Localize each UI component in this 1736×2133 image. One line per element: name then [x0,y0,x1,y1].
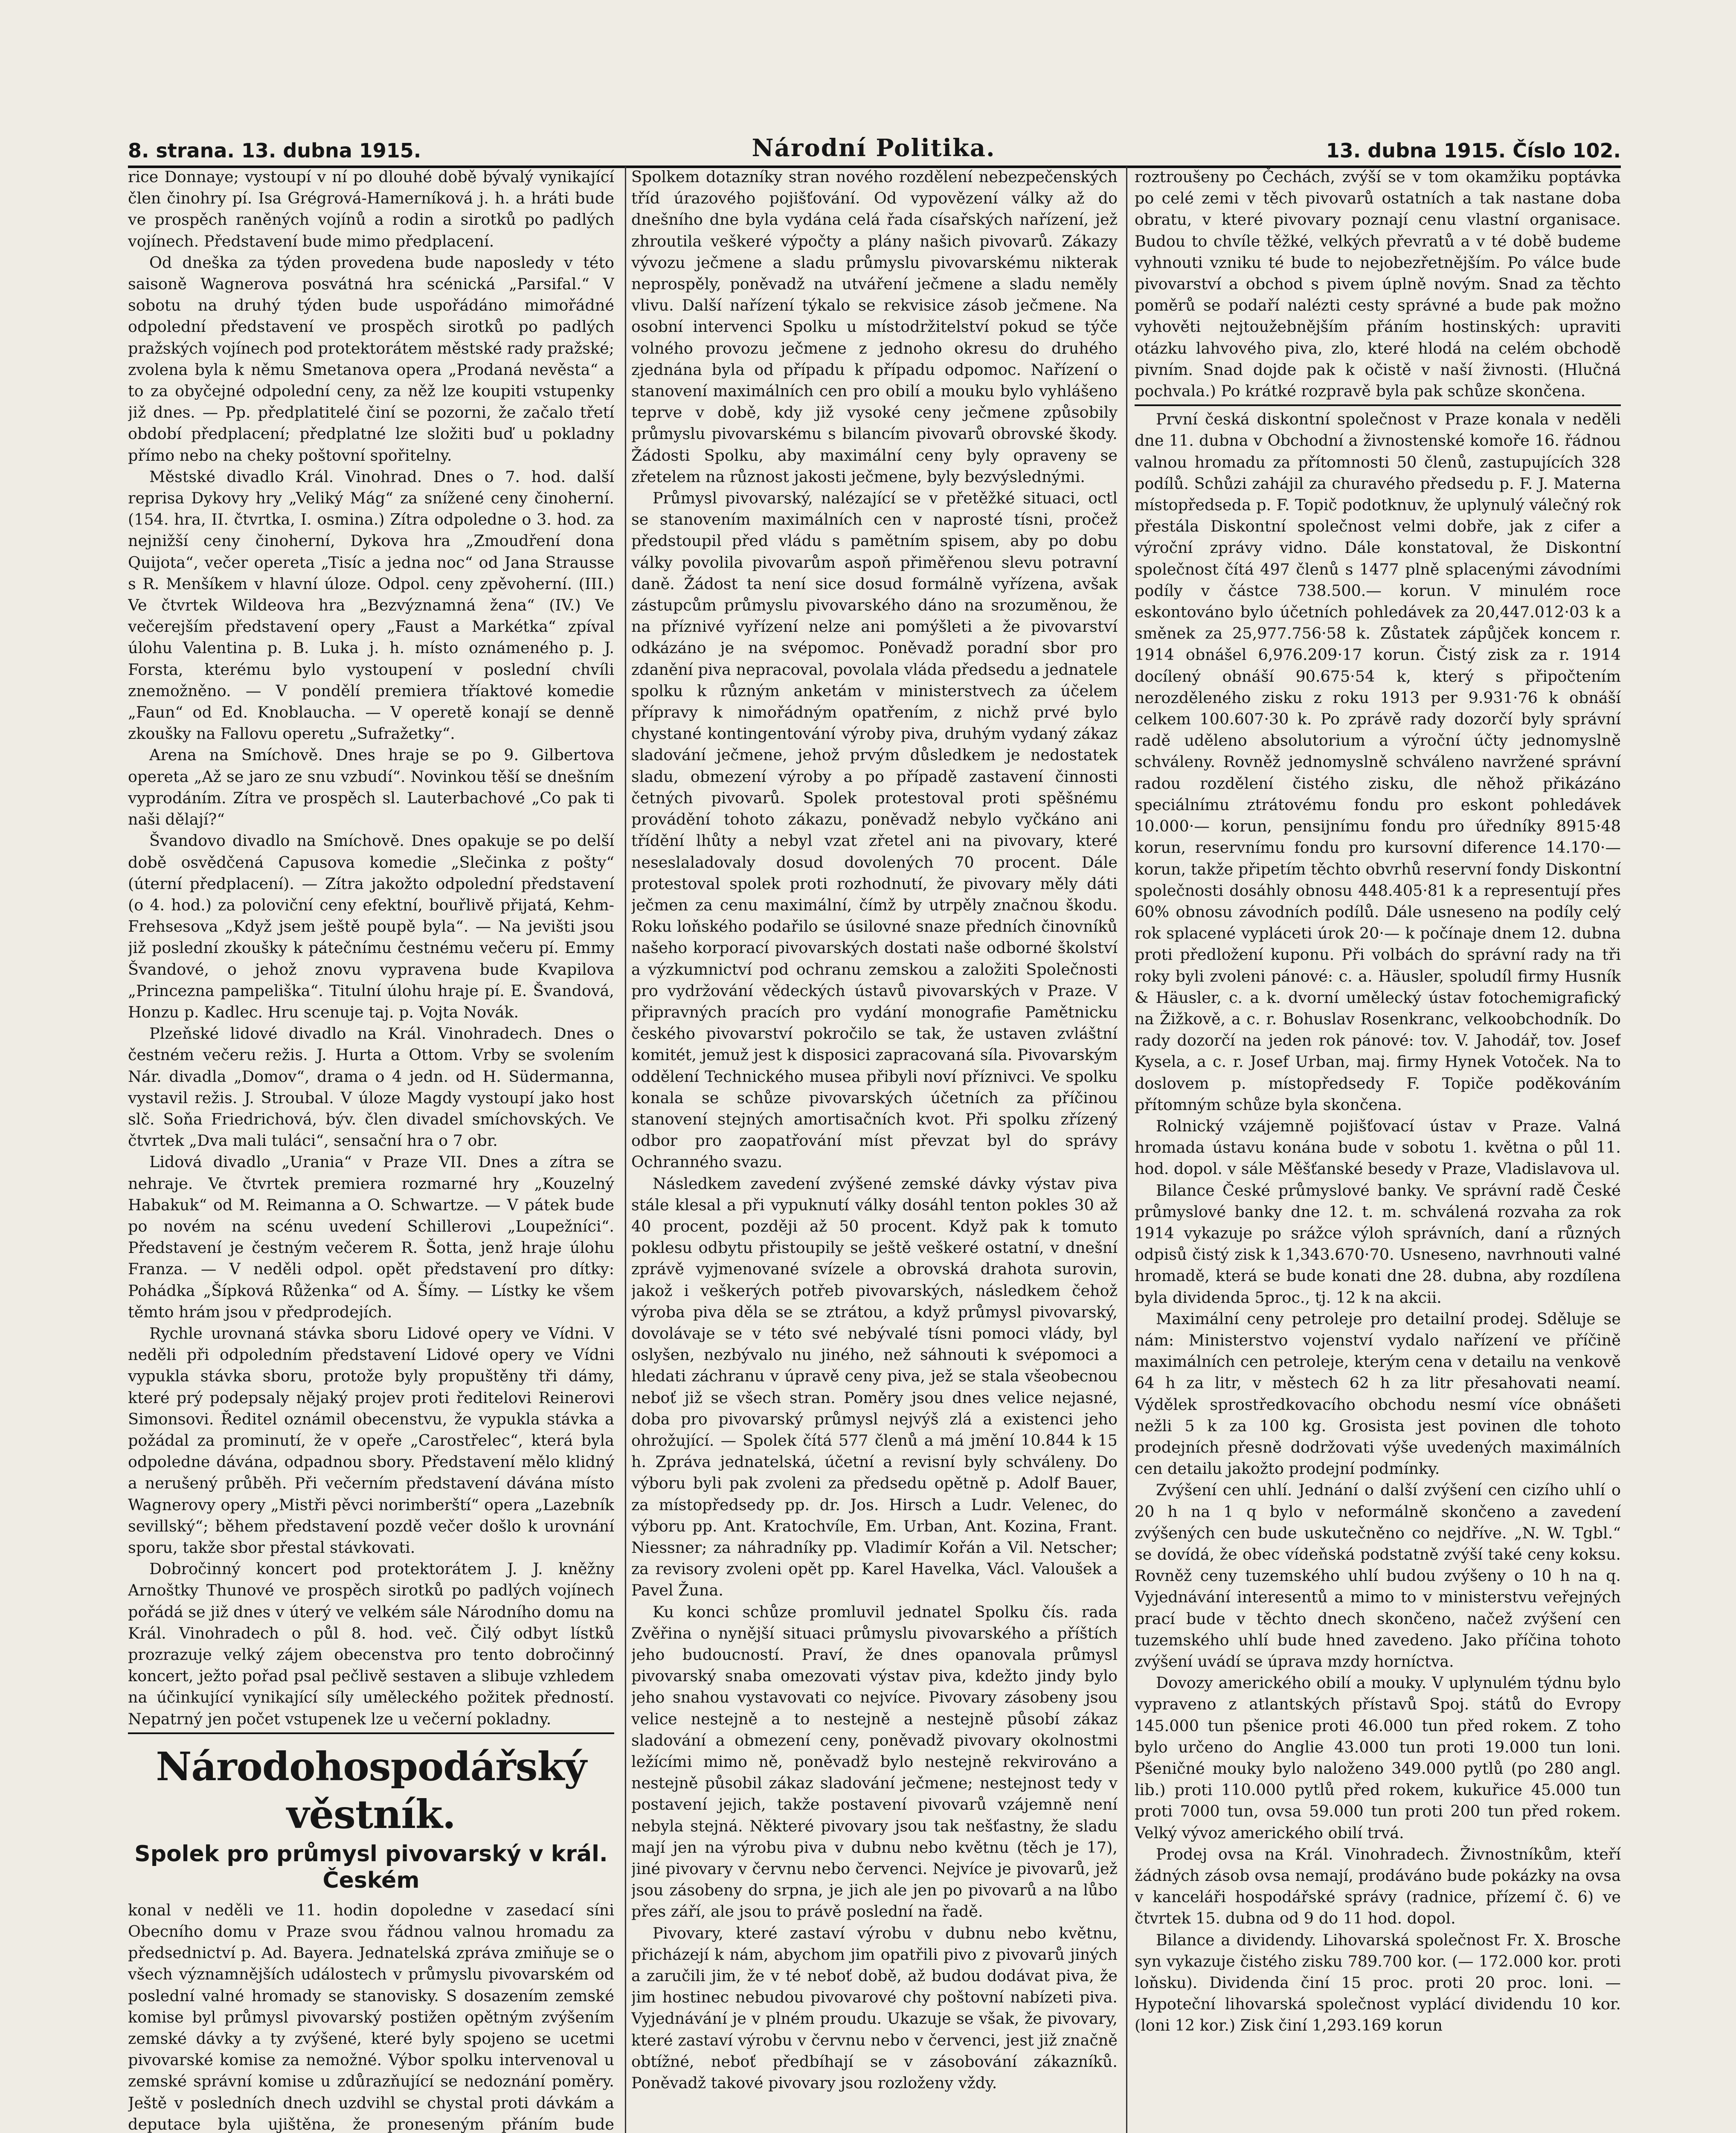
paragraph: Maximální ceny petroleje pro detailní prodej. Sděluje se nám: Ministerstvo vojenství vydalo nařízení ve příčině maximálních cen petroleje, kterým cena v detailu na venkově 64 h za litr, v městech 62 h za litr přesahovati neamí. Výdělek sprostředkovacího obchodu nesmí více obnášeti nežli 5 k za 100 kg. Grosista jest povinen dle tohoto prodejních přesně dodržovati výše uvedených maximálních cen detailu jakožto prodejní podmínky. [1135,1309,1621,1478]
section-divider [128,1732,614,1734]
paragraph: Dobročinný koncert pod protektorátem J. J. kněžny Arnoštky Thunové ve prospěch sirotků po padlých vojínech pořádá se již dnes v úterý ve velkém sále Národního domu na Král. Vinohradech o půl 8. hod. več. Čilý odbyt lístků prozrazuje velký zájem obecenstva pro tento dobročinný koncert, ježto pořad psal pečlivě sestaven a slibuje vzhledem na účinkující vynikající síly uměleckého požitek předností. Nepatrný jen počet vstupenek lze u večerní pokladny. [128,1560,614,1728]
paragraph: Následkem zavedení zvýšené zemské dávky výstav piva stále klesal a při vypuknutí války dosáhl tenton pokles 30 až 40 procent, později až 50 procent. Když pak k tomuto poklesu odbytu přistoupily se ještě veškeré ostatní, v dnešní zprávě vyjmenované svízele a obrovská drahota surovin, jakož i veškerých potřeb pivovarských, následkem čehož výroba piva děla se se ztrátou, a když průmysl pivovarský, dovolávaje se v této své nebývalé tísni pomoci vlády, byl oslyšen, nezbývalo nu jiného, než sáhnouti k svépomoci a hledati záchranu v úpravě ceny piva, jež se stala všeobecnou neboť již se všech stran. Poměry jsou dnes velice nejasné, doba pro pivovarský průmysl nejvýš zlá a existenci jeho ohrožující. — Spolek čítá 577 členů a má jmění 10.844 k 15 h. Zpráva jednatelská, účetní a revisní byly schváleny. Do výboru byli pak zvoleni za předsedu opětně p. Adolf Bauer, za místopředsedy pp. dr. Jos. Hirsch a Ludr. Velenec, do výboru pp. Ant. Kratochvíle, Em. Urban, Ant. Kozina, Frant. Niessner; za náhradníky pp. Vladimír Kořán a Vil. Netscher; za revisory zvoleni opět pp. Karel Havelka, Václ. Valoušek a Pavel Žuna. [631,1174,1118,1600]
paragraph: Arena na Smíchově. Dnes hraje se po 9. Gilbertova opereta „Až se jaro ze snu vzbudí“. Novinkou těší se dnešním vyprodáním. Zítra ve prospěch sl. Lauterbachové „Co pak ti naši dělají?“ [128,746,614,829]
paragraph: Rolnický vzájemně pojišťovací ústav v Praze. Valná hromada ústavu konána bude v sobotu 1. května o půl 11. hod. dopol. v sále Měšťanské besedy v Praze, Vladislavova ul. [1135,1116,1621,1178]
section-title: Národohospodářský věstník. [156,1743,586,1837]
paragraph: Od dneška za týden provedena bude naposledy v této saisoně Wagnerova posvátná hra scénická „Parsifal.“ V sobotu na druhý týden bude uspořádáno mimořádné odpolední představení ve prospěch sirotků po padlých pražských vojínech pod protektorátem městské rady pražské; zvolena byla k němu Smetanova opera „Prodaná nevěsta“ a to za obyčejné odpolední ceny, za něž lze koupiti vstupenky již dnes. — Pp. předplatitelé činí se pozorni, že začalo třetí období předplacení; předplatné lze složiti buď u pokladny přímo nebo na cheky poštovní spořitelny. [128,253,614,465]
paragraph: První česká diskontní společnost v Praze konala v neděli dne 11. dubna v Obchodní a živnostenské komoře 16. řádnou valnou hromadu za přítomnosti 50 členů, zastupujících 328 podílů. Schůzi zahájil za churavého předsedu p. F. J. Materna místopředseda p. F. Topič podotknuv, že uplynulý válečný rok přestála Diskontní společnost velmi dobře, jak z cifer a výroční zprávy vidno. Dále konstatoval, že Diskontní společnost čítá 497 členů s 1477 plně splacenými závodními podíly v částce 738.500.— korun. V minulém roce eskontováno bylo účetních pohledávek za 20,447.012·03 k a směnek za 25,977.756·58 k. Zůstatek zápůjček koncem r. 1914 obnášel 6,976.209·17 korun. Čistý zisk za r. 1914 docílený obnáší 90.675·54 k, který s připočtením nerozděleného zisku z roku 1913 per 9.931·76 k obnáší celkem 100.607·30 k. Po zprávě rady dozorčí byly správní radě uděleno absolutorium a výroční účty jednomyslně schváleny. Rovněž jednomyslně schváleno navržené správní radou rozdělení čistého zisku, dle něhož přikázáno speciálnímu ztrátovému fondu pro eskont pohledávek 10.000·— korun, pensijnímu fondu pro úředníky 8915·48 korun, reservnímu fondu pro kursovní diference 14.170·— korun, takže připetím těchto obvrhů reservní fondy Diskontní společnosti dosáhly obnosu 448.405·81 k a representují přes 60% obnosu závodních podílů. Dále usneseno na podíly celý rok splacené vypláceti úrok 20·— k počínaje dnem 12. dubna proti předložení kuponu. Při volbách do správní rady na tři roky byli zvoleni pánové: c. a. Häusler, spoludíl firmy Husník & Häusler, c. a k. dvorní umělecký ústav fotochemigrafický na Žižkově, a c. r. Bohuslav Rosenkranc, velkoobchodník. Do rady dozorčí na jeden rok pánové: tov. V. Jahodář, tov. Josef Kysela, a c. r. Josef Urban, maj. firmy Hynek Votoček. Na to doslovem p. místopředsedy F. Topiče poděkováním přítomným schůze byla skončena. [1135,410,1621,1114]
column-2 [631,166,1118,2133]
paragraph: Dovozy amerického obilí a mouky. V uplynulém týdnu bylo vypraveno z atlantských přístavů Spoj. států do Evropy 145.000 tun pšenice proti 46.000 tun před rokem. Z toho bylo určeno do Anglie 43.000 tun proti 19.000 tun loni. Pšeničné mouky bylo naloženo 349.000 pytlů (po 280 angl. lib.) proti 110.000 pytlů před rokem, kukuřice 45.000 tun proti 7000 tun, ovsa 59.000 tun proti 200 tun před rokem. Velký vývoz amerického obilí trvá. [1135,1674,1621,1842]
paragraph: Pivovary, které zastaví výrobu v dubnu nebo květnu, přicházejí k nám, abychom jim opatřili pivo z pivovarů jiných a zaručili jim, že v té neboť době, až budou dodávat piva, že jim hostinec nebudou pivovarové chy poštovní nabízeti piva. Vyjednávání je v plném proudu. Ukazuje se však, že pivovary, které zastaví výrobu v červnu nebo v červenci, jest již značně obtížné, neboť předbíhají se v zásobování zákazníků. Poněvadž takové pivovary jsou rozloženy vždy. [631,1924,1118,2092]
paragraph: Bilance České průmyslové banky. Ve správní radě České průmyslové banky dne 12. t. m. schválená rozvaha za rok 1914 vykazuje po srážce výloh správních, daní a různých odpisů čistý zisk k 1,343.670·70. Usneseno, navrhnouti valné hromadě, která se bude konati dne 28. dubna, aby rozdílena byla dividenda 5proc., tj. 12 k na akcii. [1135,1181,1621,1307]
header-issue-right: 13. dubna 1915. Číslo 102. [1326,139,1621,162]
paragraph: Švandovo divadlo na Smíchově. Dnes opakuje se po delší době osvědčená Capusova komedie „Slečinka z pošty“ (úterní předplacení). — Zítra jakožto odpolední představení (o 4. hod.) za poloviční ceny efektní, bouřlivě přijatá, Kehm-Frehsesova „Když jsem ještě poupě byla“. — Na jevišti jsou již poslední zkoušky k pátečnímu čestnému večeru pí. Emmy Švandové, o jehož znovu vypravena bude Kvapilova „Princezna pampeliška“. Titulní úlohu hraje pí. E. Švandová, Honzu p. Kadlec. Hru scenuje taj. p. Vojta Novák. [128,831,614,1021]
paragraph: Zvýšení cen uhlí. Jednání o další zvýšení cen cizího uhlí o 20 h na 1 q bylo v neformálně skončeno a zavedení zvýšených cen bude uskutečněno co nejdříve. „N. W. Tgbl.“ se dovídá, že obec vídeňská podstatně zvýší také ceny koksu. Rovněž ceny tuzemského uhlí budou zvýšeny o 10 h na q. Vyjednávání interesentů a mimo to v ministerstvu veřejných prací bude v těchto dnech skončeno, načež zvýšení cen tuzemského uhlí bude hned zavedeno. Jako příčina tohoto zvýšení uvádí se úprava mzdy horníctva. [1135,1481,1621,1671]
section-divider [1135,404,1621,406]
page-header [128,128,1621,162]
paragraph: Ku konci schůze promluvil jednatel Spolku čís. rada Zvěřina o nynější situaci průmyslu pivovarského a příštích jeho budoucností. Praví, že dnes opanovala průmysl pivovarský snaba omezovati výstav piva, kdežto jindy bylo jeho snahou vystavovati co nejvíce. Pivovary zásobeny jsou velice nestejně a to nestejně a nestejně působí zákaz sladování a obmezení ceny, poněvadž pivovary okolnostmi ležícími mimo ně, poněvadž bylo nestejně rekvirováno a nestejně působil zákaz sladování ječmene; nestejnost tedy v postavení jejich, takže postavení pivovarů vzájemně není nebyla stejná. Některé pivovary jsou tak nešťastny, že sladu mají jen na výrobu piva v dubnu nebo květnu (těch je 17), jiné pivovary v červnu nebo červenci. Nejvíce je pivovarů, jež jsou zásobeny do srpna, je jich ale jen po pivovarů a na lůbo přes září, ale jsou to právě poslední na řadě. [631,1602,1118,1921]
column-3 [1135,166,1621,2133]
column-rule [1126,166,1127,2133]
article-title: Spolek pro průmysl pivovarský v král. Českém [134,1841,608,1893]
paragraph: konal v neděli ve 11. hodin dopoledne v zasedací síni Obecního domu v Praze svou řádnou valnou hromadu za předsednictví p. Ad. Bayera. Jednatelská zpráva zmiňuje se o všech významnějších událostech v průmyslu pivovarském od poslední valné hromady se stanovisky. S dosazením zemské komise byl průmysl pivovarský postižen opětným zvýšením zemské dávky a ty zvýšené, které byly spojeno se ucetmi pivovarské komise za nemožné. Výbor spolku intervenoval u zemské správní komise u zdůrazňující se nedoznání poměry. Ještě v posledních dnech uzdvihl se chystal proti dávkám a deputace byla ujištěna, že proneseným přáním bude [128,1901,614,2133]
header-date-left: 8. strana. 13. dubna 1915. [128,139,421,162]
paragraph: Rychle urovnaná stávka sboru Lidové opery ve Vídni. V neděli při odpoledním představení Lidové opery ve Vídni vypukla stávka sboru, protože byly propuštěny tři dámy, které prý podepsaly nějaký projev proti ředitelovi Reinerovi Simonsovi. Ředitel oznámil obecenstvu, že vypukla stávka a požádal za prominutí, že v opeře „Carostřelec“, která byla odpoledne dávána, odpadnou sbory. Představení mělo klidný a nerušený průběh. Při večerním představení dávána místo Wagnerovy opery „Mistři pěvci norimberští“ opera „Lazebník sevillský“; během představení pozdě večer došlo k urovnání sporu, takže sbor přestal stávkovati. [128,1324,614,1557]
paragraph: Městské divadlo Král. Vinohrad. Dnes o 7. hod. další reprisa Dykovy hry „Veliký Mág“ za snížené ceny činoherní. (154. hra, II. čtvrtka, I. osmina.) Zítra odpoledne o 3. hod. za nejnižší ceny činoherní, Dykova hra „Zmoudření dona Quijota“, večer opereta „Tisíc a jedna noc“ od Jana Strausse s R. Menšíkem v hlavní úloze. Odpol. ceny zpěvoherní. (III.) Ve čtvrtek Wildeova hra „Bezvýznamná žena“ (IV.) Ve večerejším představení opery „Faust a Markétka“ zpíval úlohu Valentina p. B. Luka j. h. místo oznámeného p. J. Forsta, kterému bylo vystoupení v poslední chvíli znemožněno. — V pondělí premiera tříaktové komedie „Faun“ od Ed. Knoblaucha. — V operetě konají se denně zkoušky na Fallovu operetu „Sufražetky“. [128,467,614,743]
column-rule [625,166,626,2133]
paragraph: Spolkem dotazníky stran nového rozdělení nebezpečenských tříd úrazového pojišťování. Od vypovězení války až do dnešního dne byla vydána celá řada císařských nařízení, jež zhroutila veškeré výpočty a plány našich pivovarů. Zákazy vývozu ječmene a sladu průmyslu pivovarskému nikterak neprospěly, poněvadž na utváření ječmene a sladu neměly vlivu. Další nařízení týkalo se rekvisice zásob ječmene. Na osobní intervenci Spolku u místodržitelství pokud se týče volného provozu ječmene z jednoho okresu do druhého zjednána byla od případu k případu odpomoc. Nařízení o stanovení maximálních cen pro obilí a mouku bylo vyhlášeno teprve v době, kdy již vysoké ceny ječmene způsobily průmyslu pivovarskému s bilancím pivovarů obrovské škody. Žádosti Spolku, aby maximální ceny byly opraveny se zřetelem na různost jakosti ječmene, byly bezvýslednými. [631,168,1118,486]
paragraph: Průmysl pivovarský, nalézající se v přetěžké situaci, octl se stanovením maximálních cen v naprosté tísni, pročež předstoupil před vládu s pamětním spisem, aby po dobu války povolila pivovarům aspoň přiměřenou slevu potravní daně. Žádost ta není sice dosud formálně vyřízena, avšak zástupcům průmyslu pivovarského dáno na srozuměnou, že na příznivé vyřízení nelze ani pomýšleti a že pivovarství odkázáno je na svépomoc. Poněvadž poradní sbor pro zdanění piva nepracoval, povolala vláda předsedu a jednatele spolku k různým anketám v ministerstvech za účelem přípravy k nimořádným opatřením, z nichž prvé bylo chystané kontingentování výroby piva, druhým vydaný zákaz sladování ječmene, jehož prvým důsledkem je nedostatek sladu, obmezení výroby a po případě zastavení činnosti četných pivovarů. Spolek protestoval proti spěšnému provádění tohoto zákazu, poněvadž nebylo vyčkáno ani třídění lhůty a nebyl vzat zřetel ani na pivovary, které neseslaladovaly dosud dovolených 70 procent. Dále protestoval spolek proti rozhodnutí, že pivovary měly dáti ječmen za cenu maximální, čímž by utrpěly značnou škodu. Roku loňského podařilo se úsilovné snaze předních činovníků našeho korporací pivovarských dostati naše odborné školství a výzkumnictví pod ochranu zemskou a založiti Společnosti pro vydržování vědeckých ústavů pivovarských v Praze. V připravných pracích pro vydání monografie Pamětnicku českého pivovarství pokročilo se tak, že ustaven zvláštní komitét, jemuž jest k disposici zapracovaná síla. Pivovarským oddělení Technického musea přibyli noví příznivci. Ve spolku konala se schůze pivovarských účetních za příčinou stanovení stejných amortisačních kvot. Při spolku zřízený odbor pro zaopatřování míst převzat byl do správy Ochranného svazu. [631,489,1118,1171]
paragraph: Bilance a dividendy. Lihovarská společnost Fr. X. Brosche syn vykazuje čistého zisku 789.700 kor. (— 172.000 kor. proti loňsku). Dividenda činí 15 proc. proti 20 proc. loni. — Hypoteční lihovarská společnost vyplácí dividendu 10 kor. (loni 12 kor.) Zisk činí 1,293.169 korun [1135,1930,1621,2035]
paragraph: Prodej ovsa na Král. Vinohradech. Živnostníkům, kteří žádných zásob ovsa nemají, prodáváno bude pokázky na ovsa v kanceláři hospodářské správy (radnice, přízemí č. 6) ve čtvrtek 15. dubna od 9 do 11 hod. dopol. [1135,1845,1621,1928]
paragraph: roztroušeny po Čechách, zvýší se v tom okamžiku poptávka po celé zemi v těch pivovarů ostatních a tak nastane doba obratu, v které pivovary poznají cenu vlastní organisace. Budou to chvíle těžké, velkých převratů a v té době budeme vyhnouti vzniku té bude to nejobezřetnějším. Po válce bude pivovarství a obchod s pivem úplně novým. Snad za těchto poměrů se podaří nalézti cesty správné a bude pak možno vyhověti nejtoužebnějším přáním hostinských: upraviti otázku lahvového piva, zlo, které hlodá na celém obchodě pivním. Snad dojde pak k očistě v naší živnosti. (Hlučná pochvala.) Po krátké rozpravě byla pak schůze skončena. [1135,168,1621,401]
paragraph: Plzeňské lidové divadlo na Král. Vinohradech. Dnes o čestném večeru režis. J. Hurta a Ottom. Vrby se svolením Nár. divadla „Domov“, drama o 4 jedn. od H. Südermanna, vystavil režis. J. Stroubal. V úloze Magdy vystoupí jako host slč. Soňa Friedrichová, býv. člen divadel smíchovských. Ve čtvrtek „Dva mali tuláci“, sensační hra o 7 obr. [128,1024,614,1150]
column-1 [128,166,614,2133]
paragraph: rice Donnaye; vystoupí v ní po dlouhé době bývalý vynikající člen činohry pí. Isa Grégrová-Hamerníková j. h. a hráti bude ve prospěch raněných vojínů a rodin a sirotků po padlých vojínech. Představení bude mimo předplacení. [128,168,614,250]
paragraph: Lidová divadlo „Urania“ v Praze VII. Dnes a zítra se nehraje. Ve čtvrtek premiera rozmarné hry „Kouzelný Habakuk“ od M. Reimanna a O. Schwartze. — V pátek bude po novém na scénu uvedení Schillerovi „Loupežníci“. Představení je čestným večerem R. Šotta, jenž hraje úlohu Franza. — V neděli odpol. opět představení pro dítky: Pohádka „Šípková Růženka“ od A. Šímy. — Lístky ke všem těmto hrám jsou v předprodejích. [128,1153,614,1321]
masthead: Národní Politika. [752,134,996,162]
